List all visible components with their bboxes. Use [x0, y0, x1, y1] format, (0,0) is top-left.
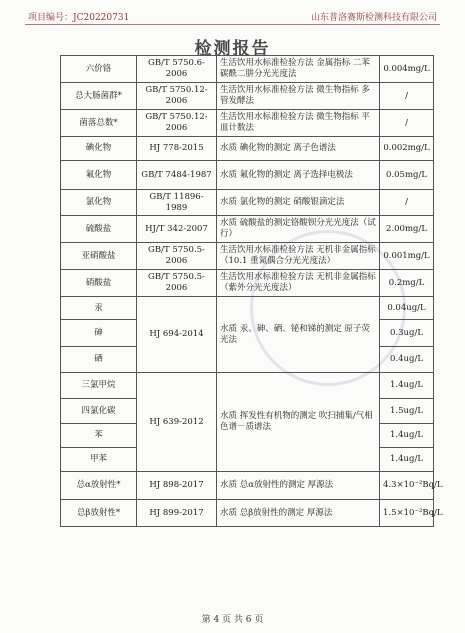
standard-code: GB/T 11896-1989: [137, 190, 217, 216]
table-row: [61, 373, 434, 399]
item-name: 碘化物: [61, 137, 137, 161]
table-row: [61, 270, 434, 297]
item-name: 砷: [61, 320, 137, 347]
detection-limit: /: [380, 110, 434, 137]
standard-code: GB/T 7484-1987: [137, 161, 217, 190]
table-row: [61, 56, 434, 83]
detection-limit: 0.002mg/L: [380, 137, 434, 161]
table-row: [61, 216, 434, 243]
table-row: [61, 472, 434, 500]
table-row: [61, 500, 434, 527]
method-text: 生活饮用水标准检验方法 金属指标 二苯碳酰二肼分光光度法: [217, 56, 380, 83]
method-text: 水质 氯化物的测定 硝酸银滴定法: [217, 190, 380, 216]
method-text: 水质 汞、砷、硒、铋和锑的测定 原子荧光法: [217, 297, 380, 373]
item-name: 菌落总数*: [61, 110, 137, 137]
detection-limit: 1.4ug/L: [380, 373, 434, 399]
standard-code: GB/T 5750.12-2006: [137, 83, 217, 110]
detection-limit: 0.04ug/L: [380, 297, 434, 320]
detection-limit: 0.2mg/L: [380, 270, 434, 297]
item-name: 硒: [61, 347, 137, 373]
detection-limit: 1.5ug/L: [380, 399, 434, 424]
standard-code: GB/T 5750.6-2006: [137, 56, 217, 83]
table-row: [61, 110, 434, 137]
standard-code: GB/T 5750.12-2006: [137, 110, 217, 137]
standard-code: GB/T 5750.5-2006: [137, 243, 217, 270]
detection-limit: 1.5×10⁻²Bq/L: [380, 500, 434, 527]
table-row: [61, 190, 434, 216]
item-name: 总α放射性*: [61, 472, 137, 500]
page-footer: 第 4 页 共 6 页: [201, 615, 264, 625]
standard-code: HJ 899-2017: [137, 500, 217, 527]
item-name: 亚硝酸盐: [61, 243, 137, 270]
header-divider: [25, 24, 440, 25]
item-name: 硫酸盐: [61, 216, 137, 243]
standard-code: HJ 778-2015: [137, 137, 217, 161]
item-name: 三氯甲烷: [61, 373, 137, 399]
detection-limit: 4.3×10⁻²Bq/L: [380, 472, 434, 500]
detection-limit: 0.4ug/L: [380, 347, 434, 373]
table-row: [61, 137, 434, 161]
detection-limit: 0.004mg/L: [380, 56, 434, 83]
detection-limit: 0.001mg/L: [380, 243, 434, 270]
detection-limit: 2.00mg/L: [380, 216, 434, 243]
detection-limit: 1.4ug/L: [380, 448, 434, 472]
item-name: 硝酸盐: [61, 270, 137, 297]
standard-code: GB/T 5750.5-2006: [137, 270, 217, 297]
item-name: 汞: [61, 297, 137, 320]
method-text: 生活饮用水标准检验方法 无机非金属指标（10.1 重氮偶合分光光度法）: [217, 243, 380, 270]
table-row: [61, 297, 434, 320]
method-text: 水质 硫酸盐的测定铬酸钡分光光度法（试行）: [217, 216, 380, 243]
project-number: 项目编号：JC20220731: [28, 13, 130, 23]
item-name: 四氯化碳: [61, 399, 137, 424]
table-row: [61, 83, 434, 110]
table-row: [61, 161, 434, 190]
item-name: 氟化物: [61, 161, 137, 190]
detection-limit: /: [380, 83, 434, 110]
method-text: 生活饮用水标准检验方法 微生物指标 多管发酵法: [217, 83, 380, 110]
standard-code: HJ 898-2017: [137, 472, 217, 500]
item-name: 氯化物: [61, 190, 137, 216]
item-name: 总β放射性*: [61, 500, 137, 527]
method-text: 水质 碘化物的测定 离子色谱法: [217, 137, 380, 161]
standard-code: HJ/T 342-2007: [137, 216, 217, 243]
item-name: 六价铬: [61, 56, 137, 83]
item-name: 总大肠菌群*: [61, 83, 137, 110]
standard-code: HJ 694-2014: [137, 297, 217, 373]
method-text: 生活饮用水标准检验方法 微生物指标 平皿计数法: [217, 110, 380, 137]
detection-limit: 1.4ug/L: [380, 424, 434, 448]
table-row: [61, 243, 434, 270]
item-name: 甲苯: [61, 448, 137, 472]
results-table: [60, 55, 443, 527]
detection-limit: 0.05mg/L: [380, 161, 434, 190]
page-title: 检测报告: [194, 39, 271, 59]
company-name: 山东普洛赛斯检测科技有限公司: [310, 13, 437, 23]
method-text: 水质 总β放射性的测定 厚源法: [217, 500, 380, 527]
detection-limit: /: [380, 190, 434, 216]
standard-code: HJ 639-2012: [137, 373, 217, 472]
method-text: 生活饮用水标准检验方法 无机非金属指标（紫外分光光度法）: [217, 270, 380, 297]
method-text: 水质 总α放射性的测定 厚源法: [217, 472, 380, 500]
item-name: 苯: [61, 424, 137, 448]
detection-limit: 0.3ug/L: [380, 320, 434, 347]
method-text: 水质 氟化物的测定 离子选择电极法: [217, 161, 380, 190]
method-text: 水质 挥发性有机物的测定 吹扫捕集/气相色谱－质谱法: [217, 373, 380, 472]
